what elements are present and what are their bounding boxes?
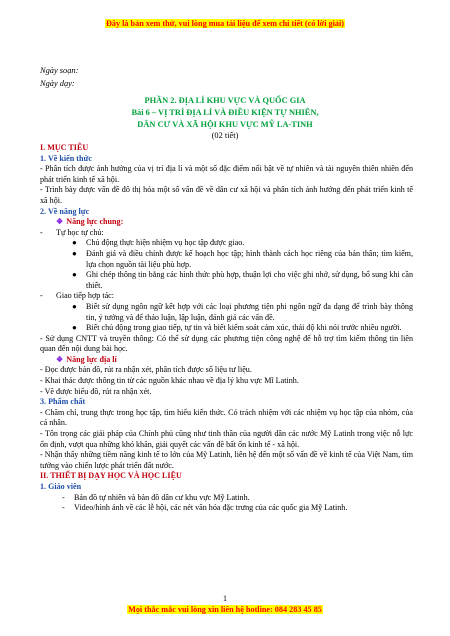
self-study-item: - Tự học tự chủ: <box>40 227 104 237</box>
quality-heading: 3. Phẩm chất <box>40 397 86 407</box>
document-body <box>40 143 413 514</box>
teacher-item: - Bản đồ tự nhiên và bản đồ dân cư khu vực Mỹ Latinh. <box>62 492 250 502</box>
diamond-bullet-icon: ❖ <box>56 217 64 227</box>
knowledge-item: - Phân tích được ảnh hưởng của vị trí địa lí và một số đặc điểm nổi bật về tự nhiên và tài nguyên thiên nhiên đến phát triển kinh tế xã hội. <box>40 164 413 184</box>
circle-bullet-icon: ● <box>72 323 77 333</box>
teacher-heading: 1. Giáo viên <box>40 482 82 491</box>
periods-label: (02 tiết) <box>211 131 239 140</box>
quality-item: - Chăm chỉ, trung thực trong học tập, tìm hiểu kiến thức. Có trách nhiệm với các nhiệm vụ học tập của nhóm, của cá nhân. <box>40 407 413 428</box>
general-competence-heading: ❖ Năng lực chung: <box>56 217 124 227</box>
geography-item: - Khai thác được thông tin từ các nguồn khác nhau về địa lý khu vực Mĩ Latinh. <box>40 376 299 386</box>
dash-mark: - <box>40 291 43 301</box>
dash-mark: - <box>62 492 65 502</box>
list-item: ● Ghi chép thông tin bằng các hình thức phù hợp, thuận lợi cho việc ghi nhớ, sử dụng, bổ sung khi cần thiết. <box>72 270 413 290</box>
section-objectives-heading: I. MỤC TIÊU <box>40 143 89 152</box>
geography-item: - Đọc được bản đồ, rút ra nhận xét, phân tích được số liệu tư liệu. <box>40 365 252 375</box>
dash-mark: - <box>62 503 65 513</box>
collaboration-item: - Giao tiếp hợp tác: <box>40 291 114 301</box>
quality-item: - Nhận thấy những tiềm năng kinh tế to lớn của Mỹ Latinh, liên hệ đến một số vấn đề về kinh tế của Việt Nam, tìm tưởng vào chiến lược phát triển đất nước. <box>40 450 413 470</box>
knowledge-heading: 1. Về kiến thức <box>40 153 92 163</box>
section-equipment-heading: II. THIẾT BỊ DẠY HỌC VÀ HỌC LIỆU <box>40 471 182 481</box>
ict-item: - Sử dụng CNTT và truyền thông: Có thể sử dụng các phương tiện công nghệ để hỗ trợ tìm kiếm thông tin liên quan đến nội dung bài học. <box>40 333 413 354</box>
preview-banner: Đây là bản xem thử, vui lòng mua tài liệu để xem chi tiết (có lời giải) <box>105 19 344 28</box>
list-item: ● Đánh giá và điều chỉnh được kế hoạch học tập; hình thành cách học riêng của bản thân; tìm kiếm, lựa chọn nguồn tài liệu phù hợp. <box>72 248 413 269</box>
circle-bullet-icon: ● <box>72 238 77 248</box>
circle-bullet-icon: ● <box>72 248 77 258</box>
part-title: PHẦN 2. ĐỊA LÍ KHU VỰC VÀ QUỐC GIA <box>144 96 306 105</box>
lesson-title-line1: Bài 6 – VỊ TRÍ ĐỊA LÍ VÀ ĐIỀU KIỆN TỰ NHIÊN, <box>131 108 319 117</box>
knowledge-item: - Trình bày được vấn đề đô thị hóa một số vấn đề về dân cư xã hội và phân tích ảnh hưởng đến phát triển kinh tế xã hội. <box>40 185 413 205</box>
dash-mark: - <box>40 227 43 237</box>
circle-bullet-icon: ● <box>72 301 77 311</box>
lesson-title-line2: DÂN CƯ VÀ XÃ HỘI KHU VỰC MỸ LA-TINH <box>137 120 313 129</box>
skills-heading: 2. Về năng lực <box>40 206 90 216</box>
teacher-item: - Video/hình ảnh về các lễ hội, các nét văn hóa đặc trưng của các quốc gia Mỹ Latinh. <box>62 503 348 513</box>
diamond-bullet-icon: ❖ <box>56 354 64 364</box>
hotline-footer: Mọi thắc mắc vui lòng xin liên hệ hotline: 084 283 45 85 <box>128 605 322 614</box>
list-item: ● Biết sử dụng ngôn ngữ kết hợp với các loại phương tiện phi ngôn ngữ đa dạng để trình bày thông tin, ý tưởng và để thảo luận, lập luận, đánh giá các vấn đề. <box>72 301 413 322</box>
geography-competence-heading: ❖ Năng lực địa lí <box>56 354 117 364</box>
list-item: ● Biết chủ động trong giao tiếp, tự tin và biết kiểm soát cảm xúc, thái độ khi nói trước nhiều người. <box>72 323 402 333</box>
teach-date-label: Ngày dạy: <box>40 79 75 88</box>
circle-bullet-icon: ● <box>72 270 77 280</box>
list-item: ● Chủ động thực hiện nhiệm vụ học tập được giao. <box>72 238 245 248</box>
geography-item: - Vẽ được biểu đồ, rút ra nhận xét. <box>40 386 152 396</box>
page-number: 1 <box>223 594 227 603</box>
prep-date-label: Ngày soạn: <box>40 66 79 75</box>
quality-item: - Tôn trọng các giải pháp của Chính phủ cũng như tinh thần của người dân các nước Mỹ Latinh trong việc nỗ lực ổn định, vượt qua những khó khăn, giải quyết các vấn đề bất ổn kinh tế - xã hội. <box>40 429 413 449</box>
